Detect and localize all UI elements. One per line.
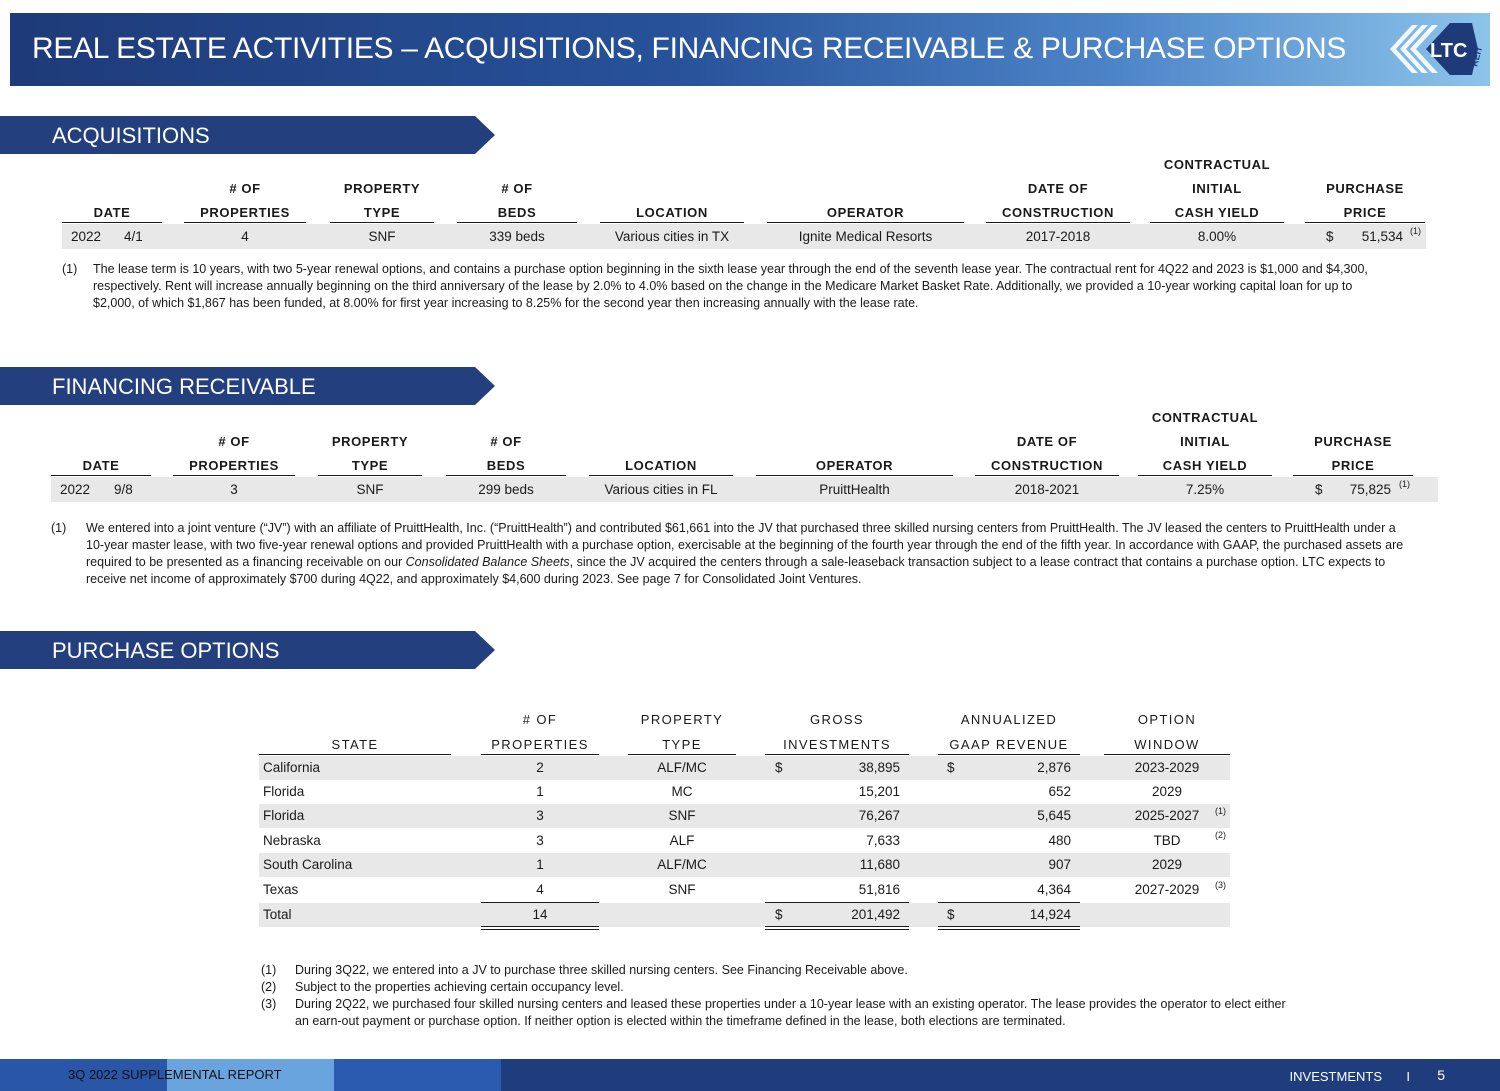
footnote-number: (2): [261, 980, 277, 994]
footnote-text-part: , since the JV acquired the centers through a sale-leaseback transaction subject to a lease contract that contains a purchase option. LTC expects to receive net income of approximately $700 during 4Q22, and approximately $4,600 during 2023. See page 7 for Consolidated Joint Ventures.: [86, 555, 1386, 586]
footnote-text-part: We entered into a joint venture (“JV”) with an affiliate of PruittHealth, Inc. (“PruittHealth”) and contributed $61,661 into the JV that purchased three skilled nursing centers from PruittHealth. The JV leased the centers to PruittHealth under a 10-year master lease, with two five-year renewal options and provided PruittHealth with a purchase option, exercisable at the beginning of the fourth year through the end of the fifth year. In accordance with GAAP, the purchased assets are required to be presented as a financing receivable on our: [86, 521, 1404, 569]
row-type: SNF: [356, 482, 384, 497]
table-row: [51, 477, 1438, 502]
header-operator: OPERATOR: [815, 458, 894, 473]
header-revenue-1: ANNUALIZED: [960, 712, 1058, 727]
total-gross: 201,492: [851, 907, 900, 922]
total-label: Total: [263, 907, 292, 922]
header-construction-2: CONSTRUCTION: [991, 458, 1103, 473]
svg-text:LTC: LTC: [1430, 40, 1468, 62]
report-name: 3Q 2022 SUPPLEMENTAL REPORT: [68, 1067, 282, 1082]
double-underline: [765, 929, 909, 930]
revenue-cell: 652: [1048, 784, 1071, 799]
properties-cell: 3: [536, 808, 544, 823]
header-underline: [330, 222, 434, 223]
header-type-1: PROPERTY: [640, 712, 724, 727]
footer-separator: I: [1406, 1069, 1410, 1084]
header-underline: [173, 475, 295, 476]
header-type-1: PROPERTY: [331, 434, 409, 449]
header-underline: [446, 475, 566, 476]
row-properties: 4: [241, 229, 249, 244]
header-underline: [259, 754, 451, 755]
gross-cell: 51,816: [858, 882, 900, 897]
purchase-options-title: PURCHASE OPTIONS: [52, 638, 280, 663]
gross-cell: 76,267: [858, 808, 900, 823]
state-cell: Texas: [263, 882, 299, 897]
table-row: [259, 804, 1230, 828]
table-row: [259, 878, 1230, 902]
header-underline: [767, 222, 964, 223]
row-type: SNF: [368, 229, 396, 244]
footnote-number: (1): [62, 262, 78, 276]
row-operator: PruittHealth: [819, 482, 890, 497]
page-header: [10, 13, 1490, 86]
state-cell: California: [263, 760, 321, 775]
state-cell: Florida: [263, 808, 305, 823]
header-underline: [600, 222, 744, 223]
footnote-ref: (1): [1410, 226, 1421, 236]
row-yield: 7.25%: [1185, 482, 1225, 497]
section-name: INVESTMENTS: [1289, 1069, 1382, 1084]
page-title: REAL ESTATE ACTIVITIES – ACQUISITIONS, FINANCING RECEIVABLE & PURCHASE OPTIONS: [32, 32, 1347, 65]
header-underline: [1138, 475, 1272, 476]
state-cell: Florida: [263, 784, 305, 799]
header-underline: [1293, 475, 1413, 476]
header-underline: [457, 222, 577, 223]
financing-banner: [0, 367, 495, 405]
header-yield-1: CONTRACTUAL: [1163, 157, 1271, 172]
ltc-reit-logo: [1360, 13, 1490, 86]
footnote-number: (1): [261, 963, 277, 977]
table-row: [62, 224, 1426, 249]
double-underline: [938, 926, 1080, 927]
double-underline: [765, 926, 909, 927]
header-underline: [318, 475, 422, 476]
header-type-2: TYPE: [363, 205, 401, 220]
row-price: 75,825: [1349, 482, 1391, 497]
header-underline: [975, 475, 1119, 476]
total-gross-currency: $: [775, 907, 783, 922]
header-yield-2: INITIAL: [1192, 181, 1242, 196]
header-underline: [481, 754, 599, 755]
window-cell: 2025-2027: [1134, 808, 1200, 823]
header-beds-2: BEDS: [486, 458, 526, 473]
total-revenue-currency: $: [947, 907, 955, 922]
revenue-cell: 480: [1048, 833, 1071, 848]
po-footnote-2: [261, 979, 1301, 996]
properties-cell: 1: [536, 857, 544, 872]
table-row: [259, 853, 1230, 877]
header-underline: [756, 475, 953, 476]
header-yield-3: CASH YIELD: [1162, 458, 1248, 473]
page-number: 5: [1437, 1067, 1445, 1083]
header-beds-1: # OF: [490, 434, 522, 449]
properties-cell: 2: [536, 760, 544, 775]
header-gross-1: GROSS: [810, 712, 864, 727]
window-cell: 2027-2029: [1134, 882, 1200, 897]
footnote-number: (3): [261, 997, 277, 1011]
table-row: [259, 756, 1230, 780]
header-underline: [62, 222, 162, 223]
revenue-currency: $: [947, 760, 955, 775]
header-yield-1: CONTRACTUAL: [1151, 410, 1259, 425]
footnote-text: Subject to the properties achieving certain occupancy level.: [295, 980, 624, 994]
header-properties-2: PROPERTIES: [200, 205, 290, 220]
header-price-2: PRICE: [1331, 458, 1375, 473]
state-cell: South Carolina: [263, 857, 353, 872]
footnote-text: During 2Q22, we purchased four skilled nursing centers and leased these properties under a 10-year lease with an existing operator. The lease provides the operator to elect either an earn-out payment or purchase option. If neither option is elected within the timeframe defined in the lease, both elections are terminated.: [295, 997, 1286, 1028]
header-state: STATE: [331, 737, 379, 752]
state-cell: Nebraska: [263, 833, 321, 848]
header-price-1: PURCHASE: [1326, 181, 1404, 196]
total-row: [259, 903, 1230, 927]
table-row: [259, 780, 1230, 804]
total-revenue: 14,924: [1029, 907, 1071, 922]
header-construction-1: DATE OF: [1027, 181, 1089, 196]
page-footer: [0, 1059, 1500, 1091]
revenue-cell: 2,876: [1037, 760, 1071, 775]
footer-accent: [334, 1059, 501, 1091]
double-underline: [481, 929, 599, 930]
header-underline: [1305, 222, 1425, 223]
footnote-italic: Consolidated Balance Sheets: [405, 555, 570, 569]
gross-cell: 15,201: [858, 784, 900, 799]
row-currency: $: [1315, 482, 1323, 497]
row-year: 2022: [71, 229, 102, 244]
header-underline: [1104, 754, 1230, 755]
row-operator: Ignite Medical Resorts: [798, 229, 933, 244]
window-cell: 2029: [1151, 857, 1183, 872]
revenue-cell: 907: [1048, 857, 1071, 872]
row-date: 4/1: [124, 229, 143, 244]
row-properties: 3: [230, 482, 238, 497]
header-location: LOCATION: [636, 205, 708, 220]
type-cell: SNF: [668, 882, 696, 897]
row-beds: 299 beds: [478, 482, 534, 497]
footnote-text: [86, 520, 1406, 588]
footnote-text: The lease term is 10 years, with two 5-year renewal options, and contains a purchase option beginning in the sixth lease year through the end of the seventh lease year. The contractual rent for 4Q22 and 2023 is $1,000 and $4,300, respectively. Rent will increase annually beginning on the third anniversary of the lease by 2.0% to 4.0% based on the change in the Medicare Market Basket Rate. Additionally, we provided a 10-year working capital loan for up to $2,000, of which $1,867 has been funded, at 8.00% for first year increasing to 8.25% for the second year then increasing annually with the lease rate.: [93, 262, 1368, 310]
header-yield-3: CASH YIELD: [1174, 205, 1260, 220]
row-year: 2022: [60, 482, 91, 497]
window-cell: 2023-2029: [1134, 760, 1200, 775]
row-beds: 339 beds: [489, 229, 545, 244]
row-construction: 2018-2021: [1014, 482, 1080, 497]
type-cell: SNF: [668, 808, 696, 823]
header-operator: OPERATOR: [826, 205, 905, 220]
header-beds-1: # OF: [501, 181, 533, 196]
header-properties-2: PROPERTIES: [189, 458, 279, 473]
footnote-ref: (1): [1215, 806, 1226, 816]
footnote-ref: (2): [1215, 830, 1226, 840]
header-properties-1: # OF: [522, 712, 558, 727]
header-underline: [938, 754, 1080, 755]
header-underline: [589, 475, 733, 476]
header-construction-2: CONSTRUCTION: [1002, 205, 1114, 220]
header-price-2: PRICE: [1343, 205, 1387, 220]
double-underline: [938, 929, 1080, 930]
header-underline: [1150, 222, 1284, 223]
header-properties-1: # OF: [218, 434, 250, 449]
header-type-2: TYPE: [662, 737, 702, 752]
header-underline: [765, 754, 909, 755]
header-type-1: PROPERTY: [343, 181, 421, 196]
footnote-text: During 3Q22, we entered into a JV to purchase three skilled nursing centers. See Financing Receivable above.: [295, 963, 908, 977]
properties-cell: 4: [536, 882, 544, 897]
header-gross-2: INVESTMENTS: [783, 737, 891, 752]
header-type-2: TYPE: [351, 458, 389, 473]
window-cell: 2029: [1151, 784, 1183, 799]
header-window-2: WINDOW: [1134, 737, 1200, 752]
header-beds-2: BEDS: [497, 205, 537, 220]
acquisitions-footnote: [62, 261, 1402, 313]
financing-footnote: [51, 520, 1411, 590]
gross-cell: 7,633: [866, 833, 900, 848]
acquisitions-title: ACQUISITIONS: [52, 123, 210, 148]
header-yield-2: INITIAL: [1180, 434, 1230, 449]
po-footnote-3: [261, 996, 1301, 1030]
svg-text:REIT: REIT: [1469, 45, 1485, 68]
table-row: [259, 829, 1230, 853]
type-cell: ALF/MC: [657, 760, 707, 775]
row-location: Various cities in FL: [604, 482, 718, 497]
revenue-cell: 5,645: [1037, 808, 1071, 823]
header-price-1: PURCHASE: [1314, 434, 1392, 449]
gross-cell: 11,680: [859, 857, 900, 872]
header-underline: [51, 475, 151, 476]
row-location: Various cities in TX: [614, 229, 730, 244]
purchase-options-banner: [0, 631, 495, 669]
double-underline: [481, 926, 599, 927]
acquisitions-banner: [0, 116, 495, 154]
header-properties-2: PROPERTIES: [491, 737, 589, 752]
row-yield: 8.00%: [1197, 229, 1237, 244]
window-cell: TBD: [1153, 833, 1181, 848]
financing-title: FINANCING RECEIVABLE: [52, 374, 316, 399]
po-footnote-1: [261, 962, 1301, 979]
footnote-ref: (1): [1399, 479, 1410, 489]
header-underline: [628, 754, 736, 755]
header-properties-1: # OF: [229, 181, 261, 196]
header-date: DATE: [93, 205, 131, 220]
gross-currency: $: [775, 760, 783, 775]
row-price: 51,534: [1361, 229, 1403, 244]
row-construction: 2017-2018: [1025, 229, 1091, 244]
row-currency: $: [1326, 229, 1334, 244]
properties-cell: 1: [536, 784, 544, 799]
footnote-number: (1): [51, 521, 67, 535]
row-date: 9/8: [114, 482, 133, 497]
gross-cell: 38,895: [858, 760, 900, 775]
header-underline: [184, 222, 306, 223]
total-properties: 14: [532, 907, 548, 922]
type-cell: ALF: [669, 833, 695, 848]
revenue-cell: 4,364: [1037, 882, 1071, 897]
type-cell: MC: [671, 784, 693, 799]
properties-cell: 3: [536, 833, 544, 848]
header-date: DATE: [82, 458, 120, 473]
header-window-1: OPTION: [1137, 712, 1197, 727]
header-underline: [986, 222, 1130, 223]
header-revenue-2: GAAP REVENUE: [949, 737, 1069, 752]
header-location: LOCATION: [625, 458, 697, 473]
type-cell: ALF/MC: [657, 857, 707, 872]
footnote-ref: (3): [1215, 880, 1226, 890]
header-construction-1: DATE OF: [1016, 434, 1078, 449]
